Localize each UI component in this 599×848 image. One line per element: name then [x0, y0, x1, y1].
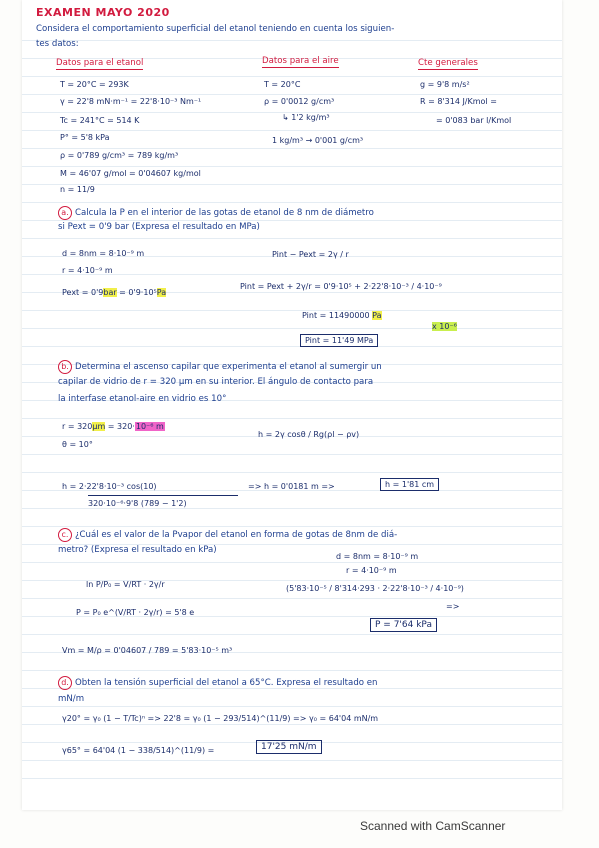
part-b-q2: capilar de vidrio de r = 320 μm en su interior. El ángulo de contacto para	[58, 377, 374, 387]
part-a-result-pa-value: Pint = 11490000	[302, 311, 370, 320]
part-a-pext-conv: = 0'9·10⁵	[116, 288, 157, 297]
part-c-q1: ¿Cuál es el valor de la Pvapor del etanol en forma de gotas de 8nm de diá-	[75, 530, 398, 540]
part-a-question-line-1	[58, 206, 374, 220]
part-a-result-pa-unit: Pa	[372, 311, 382, 320]
part-b-exponent-highlight: 10⁻⁶ m	[135, 422, 164, 431]
aire-density-si: ↳ 1'2 kg/m³	[282, 113, 330, 122]
etanol-critical-temperature: Tc = 241°C = 514 K	[60, 116, 140, 125]
part-c-radius: r = 4·10⁻⁹ m	[346, 566, 397, 575]
etanol-surface-tension: γ = 22'8 mN·m⁻¹ = 22'8·10⁻³ Nm⁻¹	[60, 97, 202, 106]
part-a-result-mpa: Pint = 11'49 MPa	[300, 334, 378, 347]
part-a-result-pa	[302, 311, 382, 320]
part-a-radius: r = 4·10⁻⁹ m	[62, 266, 113, 275]
part-b-calc-denominator: 320·10⁻⁶·9'8 (789 − 1'2)	[88, 499, 187, 508]
part-a-bar-highlight: bar	[103, 288, 117, 297]
part-a-q2: si Pext = 0'9 bar (Expresa el resultado en MPa)	[58, 222, 260, 232]
part-a-q1: Calcula la P en el interior de las gotas de etanol de 8 nm de diámetro	[75, 208, 374, 218]
part-b-letter: b.	[58, 360, 72, 374]
etanol-temperature: T = 20°C = 293K	[60, 80, 129, 89]
gravity-constant: g = 9'8 m/s²	[420, 80, 470, 89]
part-a-pext-value: Pext = 0'9	[62, 288, 104, 297]
aire-density: ρ = 0'0012 g/cm³	[264, 97, 335, 106]
part-b-radius	[62, 422, 165, 431]
part-b-radius-conv: = 320·	[105, 422, 135, 431]
intro-line-1: Considera el comportamiento superficial del etanol teniendo en cuenta los siguien-	[36, 24, 395, 34]
intro-line-2: tes datos:	[36, 39, 79, 49]
etanol-vapor-pressure: P° = 5'8 kPa	[60, 133, 110, 142]
aire-data-header: Datos para el aire	[262, 56, 339, 66]
part-c-diameter: d = 8nm = 8·10⁻⁹ m	[336, 552, 419, 561]
scanner-watermark: Scanned with CamScanner	[360, 819, 506, 833]
etanol-data-header: Datos para el etanol	[56, 58, 144, 68]
part-a-calculation: Pint = Pext + 2γ/r = 0'9·10⁵ + 2·22'8·10⁻³ / 4·10⁻⁹	[240, 282, 442, 291]
part-d-equation-2: γ65° = 64'04 (1 − 338/514)^(11/9) =	[62, 746, 215, 755]
part-a-pext	[62, 288, 166, 297]
part-b-calc-numerator: h = 2·22'8·10⁻³ cos(10)	[62, 482, 157, 491]
laplace-equation: Pint − Pext = 2γ / r	[272, 250, 349, 259]
jurin-formula: h = 2γ cosθ / Rg(ρl − ρv)	[258, 430, 360, 439]
aire-temperature: T = 20°C	[264, 80, 301, 89]
exam-title: EXAMEN MAYO 2020	[36, 6, 170, 19]
part-c-question-line-1	[58, 528, 397, 542]
kelvin-equation: ln P/P₀ = V/RT · 2γ/r	[86, 580, 165, 589]
part-a-letter: a.	[58, 206, 72, 220]
part-b-q3: la interfase etanol-aire en vidrio es 10°	[58, 394, 227, 404]
part-b-result: h = 1'81 cm	[380, 478, 439, 491]
part-d-letter: d.	[58, 676, 72, 690]
part-a-conversion-factor: x 10⁻⁶	[432, 322, 457, 331]
part-b-fraction-bar	[88, 495, 238, 496]
part-c-exponential-form: P = P₀ e^(V/RT · 2γ/r) = 5'8 e	[76, 608, 195, 617]
part-d-q1: Obten la tensión superficial del etanol a 65°C. Expresa el resultado en	[75, 678, 378, 688]
part-a-pa-highlight: Pa	[156, 288, 167, 297]
part-b-q1: Determina el ascenso capilar que experimenta el etanol al sumergir un	[75, 362, 382, 372]
etanol-exponent-n: n = 11/9	[60, 185, 95, 194]
etanol-molar-mass: M = 46'07 g/mol = 0'04607 kg/mol	[60, 169, 201, 178]
part-b-micron-highlight: μm	[92, 422, 106, 431]
part-b-radius-value: r = 320	[62, 422, 93, 431]
part-d-equation-1: γ20° = γ₀ (1 − T/Tc)ⁿ => 22'8 = γ₀ (1 − 293/514)^(11/9) => γ₀ = 64'04 mN/m	[62, 714, 379, 723]
part-d-question-line-1	[58, 676, 378, 690]
part-c-q2: metro? (Expresa el resultado en kPa)	[58, 545, 217, 555]
unit-conversion: 1 kg/m³ → 0'001 g/cm³	[272, 136, 364, 145]
part-a-diameter: d = 8nm = 8·10⁻⁹ m	[62, 249, 145, 258]
part-c-exponent-values: (5'83·10⁻⁵ / 8'314·293 · 2·22'8·10⁻³ / 4·10⁻⁹)	[286, 584, 464, 593]
part-c-arrow: =>	[446, 602, 460, 611]
part-b-question-line-1	[58, 360, 382, 374]
gas-constant-bar: = 0'083 bar l/Kmol	[436, 116, 512, 125]
part-d-result: 17'25 mN/m	[256, 740, 322, 754]
part-b-contact-angle: θ = 10°	[62, 440, 93, 449]
etanol-density: ρ = 0'789 g/cm³ = 789 kg/m³	[60, 151, 179, 160]
part-c-result: P = 7'64 kPa	[370, 618, 437, 632]
molar-volume: Vm = M/ρ = 0'04607 / 789 = 5'83·10⁻⁵ m³	[62, 646, 233, 655]
part-c-letter: c.	[58, 528, 72, 542]
part-b-intermediate: => h = 0'0181 m =>	[248, 482, 335, 491]
gas-constant: R = 8'314 J/Kmol =	[420, 97, 497, 106]
constants-header: Cte generales	[418, 58, 478, 68]
part-d-q2: mN/m	[58, 694, 85, 704]
